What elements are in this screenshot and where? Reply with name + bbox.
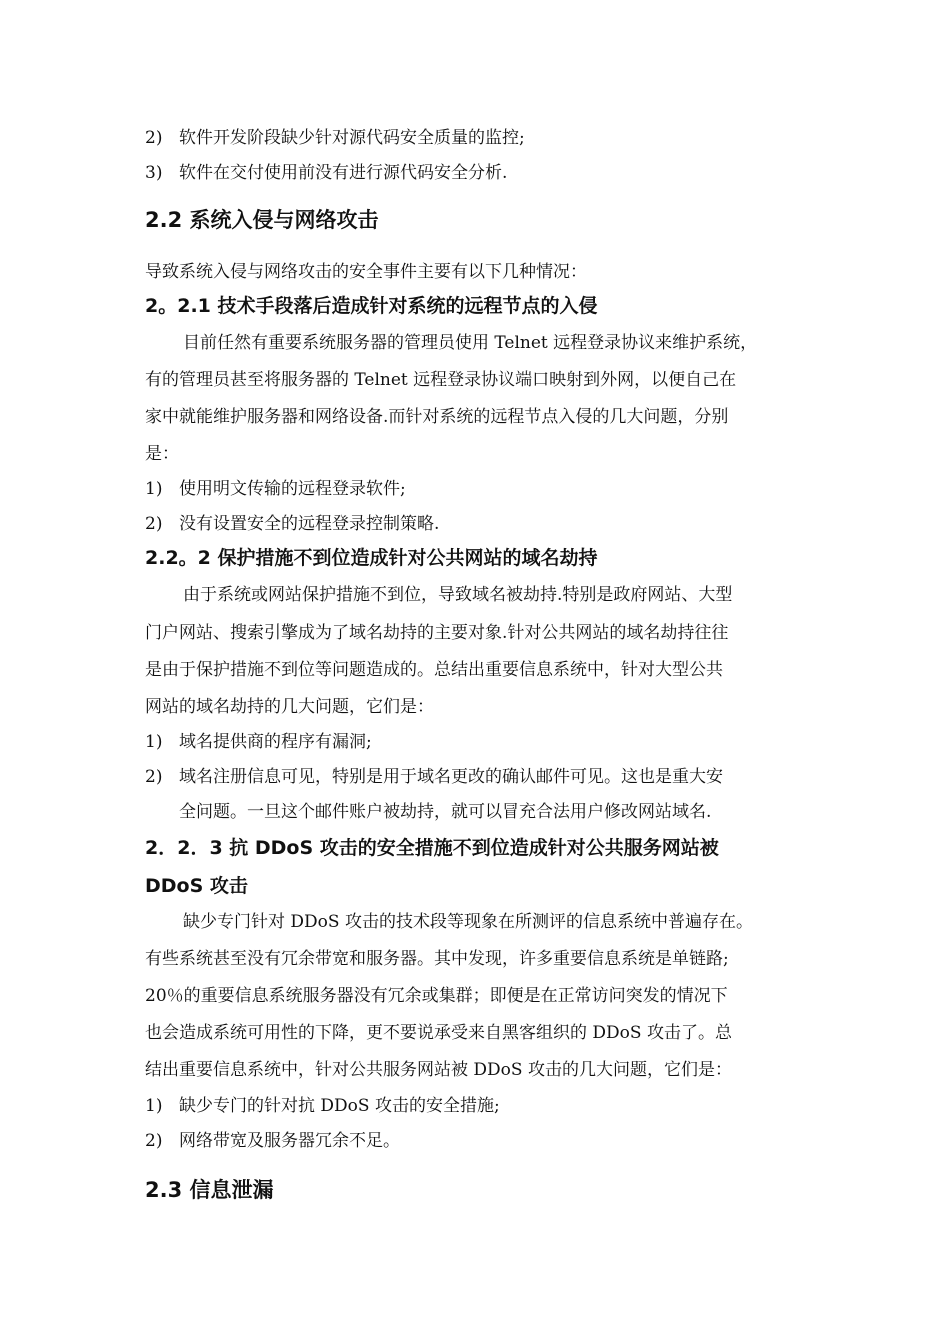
list-item: 2) 没有设置安全的远程登录控制策略. (145, 514, 440, 534)
list-item-continuation: 全问题。一旦这个邮件账户被劫持，就可以冒充合法用户修改网站域名. (179, 802, 712, 822)
paragraph-line: 目前任然有重要系统服务器的管理员使用 Telnet 远程登录协议来维护系统， (183, 333, 758, 353)
section-heading-2-2-1: 2。2.1 技术手段落后造成针对系统的远程节点的入侵 (145, 295, 598, 317)
list-item: 1) 缺少专门的针对抗 DDoS 攻击的安全措施; (145, 1096, 500, 1116)
paragraph-line: 导致系统入侵与网络攻击的安全事件主要有以下几种情况： (145, 262, 587, 282)
paragraph-line: 20％的重要信息系统服务器没有冗余或集群；即便是在正常访问突发的情况下 (145, 986, 728, 1006)
paragraph-line: 门户网站、搜索引擎成为了域名劫持的主要对象.针对公共网站的域名劫持往往 (145, 623, 729, 643)
section-heading-2-2-3: 2．2．3 抗 DDoS 攻击的安全措施不到位造成针对公共服务网站被 (145, 837, 719, 859)
list-item: 1) 使用明文传输的远程登录软件; (145, 479, 406, 499)
list-item: 2) 网络带宽及服务器冗余不足。 (145, 1131, 400, 1151)
paragraph-line: 结出重要信息系统中，针对公共服务网站被 DDoS 攻击的几大问题，它们是： (145, 1060, 732, 1080)
section-heading-2-2: 2.2 系统入侵与网络攻击 (145, 208, 379, 232)
paragraph-line: 也会造成系统可用性的下降，更不要说承受来自黑客组织的 DDoS 攻击了。总 (145, 1023, 732, 1043)
list-item: 3) 软件在交付使用前没有进行源代码安全分析. (145, 163, 508, 183)
paragraph-line: 是： (145, 444, 179, 464)
paragraph-line: 家中就能维护服务器和网络设备.而针对系统的远程节点入侵的几大问题，分别 (145, 407, 729, 427)
paragraph-line: 是由于保护措施不到位等问题造成的。总结出重要信息系统中，针对大型公共 (145, 660, 723, 680)
paragraph-line: 缺少专门针对 DDoS 攻击的技术段等现象在所测评的信息系统中普遍存在。 (183, 912, 753, 932)
list-item: 2) 软件开发阶段缺少针对源代码安全质量的监控; (145, 128, 525, 148)
section-heading-2-2-2: 2.2。2 保护措施不到位造成针对公共网站的域名劫持 (145, 547, 598, 569)
paragraph-line: 网站的域名劫持的几大问题，它们是： (145, 697, 434, 717)
paragraph-line: 有些系统甚至没有冗余带宽和服务器。其中发现，许多重要信息系统是单链路; (145, 949, 729, 969)
section-heading-2-2-3-cont: DDoS 攻击 (145, 875, 248, 897)
section-heading-2-3: 2.3 信息泄漏 (145, 1178, 274, 1202)
paragraph-line: 有的管理员甚至将服务器的 Telnet 远程登录协议端口映射到外网，以便自己在 (145, 370, 737, 390)
paragraph-line: 由于系统或网站保护措施不到位，导致域名被劫持.特别是政府网站、大型 (183, 585, 733, 605)
list-item: 2) 域名注册信息可见，特别是用于域名更改的确认邮件可见。这也是重大安 (145, 767, 723, 787)
list-item: 1) 域名提供商的程序有漏洞; (145, 732, 372, 752)
